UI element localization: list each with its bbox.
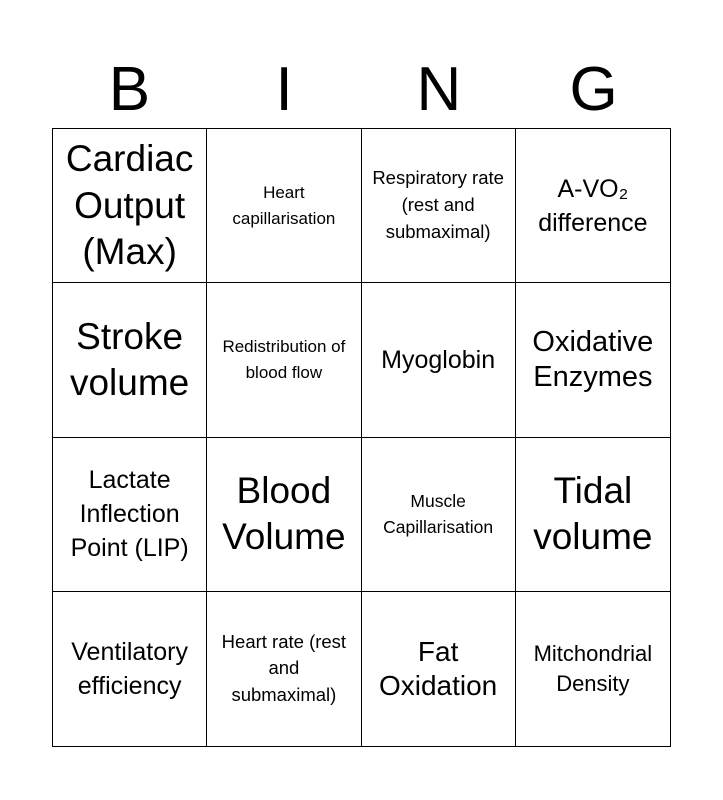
cell-text: Muscle Capillarisation bbox=[383, 490, 494, 538]
cell-text: Cardiac Output (Max) bbox=[65, 138, 194, 272]
bingo-board bbox=[52, 128, 671, 747]
header-letter-i: I bbox=[275, 55, 293, 124]
bingo-cell[interactable] bbox=[53, 592, 207, 746]
header-letter-n: N bbox=[416, 55, 462, 124]
cell-text: Mitchondrial Density bbox=[533, 640, 653, 696]
cell-text: Myoglobin bbox=[381, 345, 496, 374]
bingo-cell[interactable] bbox=[516, 592, 670, 746]
bingo-cell[interactable] bbox=[53, 438, 207, 592]
bingo-cell[interactable] bbox=[53, 283, 207, 437]
cell-text: Respiratory rate (rest and submaximal) bbox=[372, 167, 504, 243]
bingo-cell[interactable] bbox=[362, 129, 516, 283]
bingo-cell[interactable] bbox=[516, 283, 670, 437]
cell-text: Stroke volume bbox=[69, 315, 190, 403]
cell-text: Lactate Inflection Point (LIP) bbox=[70, 466, 189, 563]
cell-text: Tidal volume bbox=[533, 469, 653, 558]
bingo-cell[interactable] bbox=[362, 283, 516, 437]
bingo-cell[interactable] bbox=[207, 592, 361, 746]
cell-text: Ventilatory efficiency bbox=[71, 637, 188, 700]
cell-text: Oxidative Enzymes bbox=[532, 325, 654, 393]
cell-text: Blood Volume bbox=[222, 469, 346, 558]
bingo-cell[interactable] bbox=[53, 129, 207, 283]
bingo-cell[interactable] bbox=[362, 438, 516, 592]
bingo-cell[interactable] bbox=[207, 438, 361, 592]
bingo-cell[interactable] bbox=[207, 129, 361, 283]
cell-text: Redistribution of blood flow bbox=[222, 337, 346, 382]
header-letter-b: B bbox=[108, 55, 151, 124]
header-letter-g: G bbox=[569, 55, 618, 124]
cell-text: Fat Oxidation bbox=[378, 635, 498, 701]
cell-text: A-VO₂ difference bbox=[538, 174, 648, 237]
bingo-cell[interactable] bbox=[516, 129, 670, 283]
bingo-cell[interactable] bbox=[207, 283, 361, 437]
bingo-cell[interactable] bbox=[516, 438, 670, 592]
bingo-header bbox=[52, 52, 671, 128]
cell-text: Heart capillarisation bbox=[232, 183, 336, 228]
bingo-cell[interactable] bbox=[362, 592, 516, 746]
cell-text: Heart rate (rest and submaximal) bbox=[221, 630, 347, 706]
